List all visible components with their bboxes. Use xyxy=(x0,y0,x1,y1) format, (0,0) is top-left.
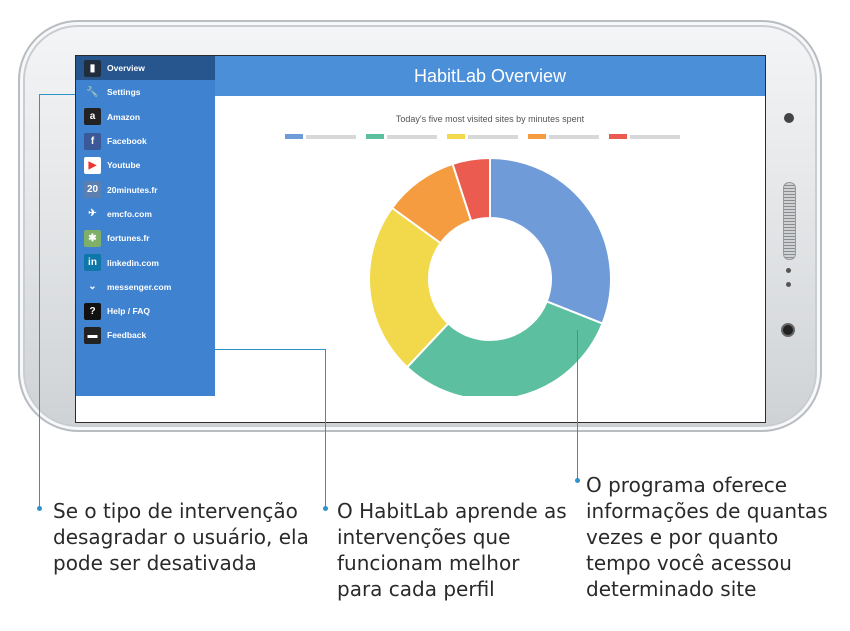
page-title: HabitLab Overview xyxy=(215,56,765,96)
sidebar-item-help-faq[interactable] xyxy=(76,299,215,323)
donut-slice[interactable] xyxy=(490,158,611,324)
bar-chart-icon: ▮ xyxy=(84,60,101,77)
sidebar-item-label: emcfo.com xyxy=(107,208,152,219)
sidebar-item-fortunes-fr[interactable] xyxy=(76,226,215,250)
app-screen xyxy=(75,55,766,423)
facebook-icon: f xyxy=(84,133,101,150)
caption-learning: O HabitLab aprende as intervenções que funcionam melhor para cada perfil xyxy=(337,499,567,601)
sidebar-item-label: messenger.com xyxy=(107,281,172,292)
sidebar-item-label: linkedin.com xyxy=(107,257,159,268)
sidebar-item-label: Amazon xyxy=(107,111,141,122)
sidebar-item-facebook[interactable] xyxy=(76,129,215,153)
sidebar-item-20minutes-fr[interactable] xyxy=(76,177,215,201)
callout-line xyxy=(39,94,75,95)
sidebar-item-label: Youtube xyxy=(107,160,141,171)
sidebar-item-linkedin-com[interactable] xyxy=(76,250,215,274)
callout-bullet xyxy=(323,506,328,511)
callout-bullet xyxy=(37,506,42,511)
sidebar-item-messenger-com[interactable] xyxy=(76,275,215,299)
sidebar-item-emcfo-com[interactable] xyxy=(76,202,215,226)
news-icon: 20 xyxy=(84,181,101,198)
donut-chart[interactable] xyxy=(215,96,765,422)
chart-title: Today's five most visited sites by minutes spent xyxy=(395,114,585,124)
camera-icon xyxy=(781,323,795,337)
youtube-icon: ▶ xyxy=(84,157,101,174)
sidebar-item-label: 20minutes.fr xyxy=(107,184,158,195)
callout-line xyxy=(39,94,40,508)
help-icon: ? xyxy=(84,303,101,320)
sidebar-item-label: Settings xyxy=(107,87,141,98)
indicator-dot xyxy=(786,268,791,273)
sidebar-item-settings[interactable] xyxy=(76,80,215,104)
callout-line xyxy=(214,349,326,350)
amazon-icon: a xyxy=(84,108,101,125)
caption-usage-info: O programa oferece informações de quantas vezes e por quanto tempo você acessou determinado site xyxy=(586,473,828,601)
sidebar-item-feedback[interactable] xyxy=(76,323,215,347)
linkedin-icon: in xyxy=(84,254,101,271)
speaker-grille xyxy=(783,182,796,260)
callout-bullet xyxy=(575,478,580,483)
sidebar-item-label: Facebook xyxy=(107,136,147,147)
callout-line xyxy=(577,330,578,480)
callout-line xyxy=(325,349,326,507)
sidebar-item-label: Feedback xyxy=(107,330,147,341)
caption-disable-intervention: Se o tipo de intervenção desagradar o usuário, ela pode ser desativada xyxy=(53,499,309,575)
sidebar-item-amazon[interactable] xyxy=(76,105,215,129)
star-icon: ✱ xyxy=(84,230,101,247)
sidebar xyxy=(76,56,215,422)
sidebar-item-label: fortunes.fr xyxy=(107,233,150,244)
indicator-dot xyxy=(786,282,791,287)
chart-panel xyxy=(215,96,765,422)
screen-bottom xyxy=(75,396,766,423)
messenger-icon: ⌄ xyxy=(84,278,101,295)
sidebar-item-youtube[interactable] xyxy=(76,153,215,177)
feedback-icon: ▬ xyxy=(84,327,101,344)
sidebar-item-label: Overview xyxy=(107,63,145,74)
sidebar-item-label: Help / FAQ xyxy=(107,306,150,317)
sidebar-item-overview[interactable] xyxy=(76,56,215,80)
sensor-dot xyxy=(784,113,794,123)
site-icon: ✈ xyxy=(84,205,101,222)
wrench-icon: 🔧 xyxy=(84,84,101,101)
